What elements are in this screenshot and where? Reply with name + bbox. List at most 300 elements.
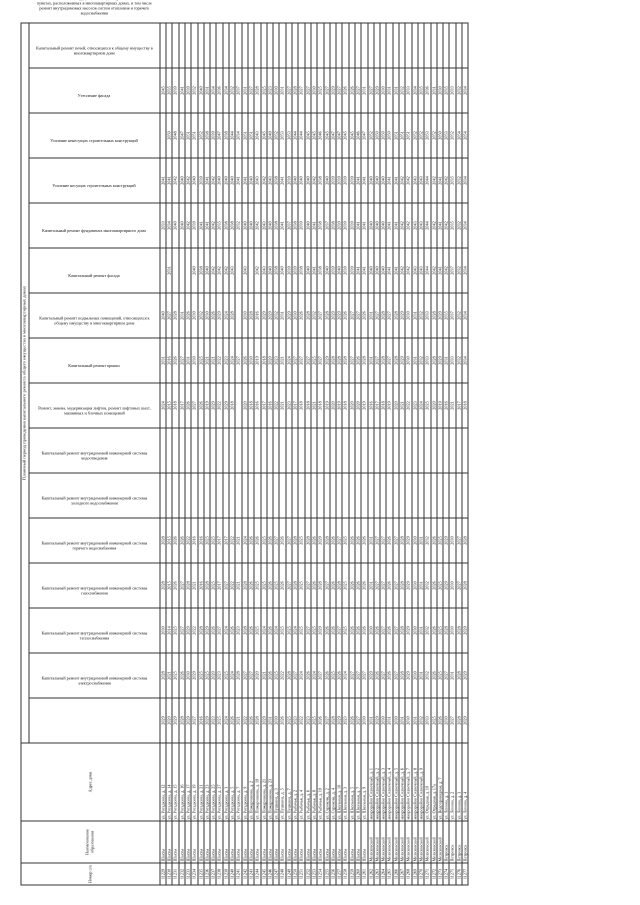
year-cell: 2027 — [191, 698, 197, 743]
year-cell: 2017 — [373, 383, 379, 428]
year-cell — [260, 473, 266, 518]
year-cell: 2054 — [462, 113, 468, 158]
year-cell: 2042 — [210, 203, 216, 248]
row-number: 11233 — [184, 863, 190, 885]
year-cell — [241, 428, 247, 473]
year-cell: 2031 — [367, 698, 373, 743]
year-cell: 2039 — [298, 203, 304, 248]
year-cell: 2028 — [304, 293, 310, 338]
year-cell: 2028 — [399, 518, 405, 563]
year-cell: 2052 — [430, 113, 436, 158]
year-cell — [336, 473, 342, 518]
year-cell: 2043 — [254, 158, 260, 203]
year-cell — [399, 473, 405, 518]
year-cell: 2031 — [178, 293, 184, 338]
year-cell: 2024 — [260, 608, 266, 653]
row-number: 11258 — [342, 863, 348, 885]
year-cell: 2022 — [298, 698, 304, 743]
row-number: 11229 — [159, 863, 165, 885]
year-cell — [323, 473, 329, 518]
year-cell — [273, 428, 279, 473]
year-cell: 2027 — [455, 518, 461, 563]
year-cell: 2026 — [348, 68, 354, 113]
year-cell: 2026 — [361, 563, 367, 608]
year-cell: 2035 — [443, 68, 449, 113]
row-number: 11247 — [273, 863, 279, 885]
year-cell: 2025 — [203, 518, 209, 563]
row-number: 11261 — [361, 863, 367, 885]
year-cell — [411, 23, 417, 68]
header-work-label: Капитальный ремонт внутридомовой инженерной системы горячего водоснабжения — [40, 540, 147, 550]
year-cell — [373, 23, 379, 68]
year-cell: 2022 — [241, 698, 247, 743]
year-cell: 2042 — [216, 248, 222, 293]
year-cell: 2028 — [317, 563, 323, 608]
year-cell — [166, 428, 172, 473]
year-cell — [159, 248, 165, 293]
year-cell: 2021 — [310, 383, 316, 428]
row-municipality: Шахты — [298, 821, 304, 863]
year-cell: 2024 — [417, 383, 423, 428]
year-cell — [216, 23, 222, 68]
year-cell — [210, 428, 216, 473]
year-cell: 2033 — [424, 338, 430, 383]
year-cell: 2024 — [222, 698, 228, 743]
year-cell: 2028 — [184, 563, 190, 608]
year-cell: 2019 — [254, 338, 260, 383]
year-cell: 2032 — [310, 293, 316, 338]
year-cell: 2025 — [436, 608, 442, 653]
year-cell: 2026 — [178, 653, 184, 698]
year-cell: 2027 — [455, 563, 461, 608]
year-cell: 2042 — [405, 158, 411, 203]
year-cell: 2025 — [342, 563, 348, 608]
table-row — [166, 23, 172, 885]
year-cell — [247, 428, 253, 473]
row-municipality: Мелиховский — [386, 821, 392, 863]
year-cell: 2023 — [411, 383, 417, 428]
year-cell: 2026 — [279, 518, 285, 563]
year-cell: 2042 — [172, 158, 178, 203]
year-cell: 2020 — [392, 383, 398, 428]
table-row — [298, 23, 304, 885]
row-number: 11270 — [417, 863, 423, 885]
header-work-label: Капитальный ремонт внутридомовой инженерной системы газоснабжения — [40, 585, 147, 595]
header-mun: Наименование образования — [21, 821, 160, 863]
year-cell: 2022 — [216, 383, 222, 428]
year-cell: 2016 — [367, 383, 373, 428]
row-municipality: Шахты — [260, 821, 266, 863]
year-cell: 2051 — [184, 113, 190, 158]
year-cell: 2025 — [172, 608, 178, 653]
year-cell — [317, 428, 323, 473]
year-cell: 2050 — [386, 113, 392, 158]
row-address: ул. Школьная, д. 9 — [361, 743, 367, 821]
header-work-label: Капитальный ремонт внутридомовой инженерной системы теплоснабжения — [40, 630, 147, 640]
year-cell: 2039 — [348, 158, 354, 203]
year-cell — [172, 248, 178, 293]
row-municipality: Шахты — [317, 821, 323, 863]
table-row — [373, 23, 379, 885]
year-cell: 2040 — [380, 158, 386, 203]
row-number: 11249 — [285, 863, 291, 885]
year-cell: 2030 — [411, 518, 417, 563]
row-municipality: Шахты — [266, 821, 272, 863]
year-cell — [241, 23, 247, 68]
year-cell — [279, 428, 285, 473]
year-cell: 2026 — [430, 563, 436, 608]
year-cell: 2041 — [203, 203, 209, 248]
year-cell: 2028 — [455, 698, 461, 743]
year-cell: 2025 — [436, 653, 442, 698]
row-municipality: Шахты — [203, 821, 209, 863]
year-cell — [405, 428, 411, 473]
year-cell: 2028 — [304, 518, 310, 563]
table-row — [417, 23, 423, 885]
table-row — [210, 23, 216, 885]
year-cell: 2030 — [191, 338, 197, 383]
year-cell: 2042 — [184, 158, 190, 203]
year-cell: 2037 — [449, 248, 455, 293]
year-cell — [336, 23, 342, 68]
year-cell — [304, 473, 310, 518]
year-cell: 2027 — [336, 68, 342, 113]
year-cell: 2039 — [210, 113, 216, 158]
year-cell: 2029 — [222, 383, 228, 428]
year-cell: 2043 — [260, 248, 266, 293]
year-cell: 2035 — [443, 293, 449, 338]
year-cell — [279, 473, 285, 518]
header-work-9 — [28, 315, 159, 383]
year-cell: 2026 — [172, 563, 178, 608]
year-cell: 2018 — [380, 383, 386, 428]
row-number: 11275 — [449, 863, 455, 885]
year-cell — [355, 428, 361, 473]
row-number: 11248 — [279, 863, 285, 885]
row-number: 11254 — [317, 863, 323, 885]
year-cell — [361, 23, 367, 68]
table-row — [172, 23, 178, 885]
year-cell: 2038 — [229, 203, 235, 248]
year-cell: 2028 — [399, 608, 405, 653]
year-cell: 2029 — [336, 698, 342, 743]
year-cell: 2016 — [266, 383, 272, 428]
year-cell: 2026 — [348, 698, 354, 743]
row-number: 11260 — [355, 863, 361, 885]
table-row — [348, 23, 354, 885]
year-cell — [310, 23, 316, 68]
year-cell — [355, 23, 361, 68]
year-cell: 2040 — [229, 158, 235, 203]
year-cell: 2026 — [355, 518, 361, 563]
year-cell — [399, 23, 405, 68]
table-row — [247, 23, 253, 885]
year-cell: 2029 — [191, 653, 197, 698]
year-cell: 2024 — [229, 338, 235, 383]
year-cell: 2028 — [462, 518, 468, 563]
year-cell: 2031 — [367, 563, 373, 608]
year-cell: 2030 — [310, 68, 316, 113]
year-cell — [178, 23, 184, 68]
year-cell: 2022 — [216, 338, 222, 383]
year-cell — [222, 428, 228, 473]
row-number: 11235 — [197, 863, 203, 885]
year-cell: 2040 — [197, 68, 203, 113]
year-cell: 2030 — [184, 653, 190, 698]
year-cell: 2045 — [304, 113, 310, 158]
row-number: 11257 — [336, 863, 342, 885]
year-cell — [329, 473, 335, 518]
year-cell: 2016 — [254, 293, 260, 338]
year-cell: 2020 — [254, 653, 260, 698]
row-address: ул. Рыбачья, д. 10 — [317, 743, 323, 821]
year-cell: 2042 — [405, 248, 411, 293]
year-cell: 2027 — [355, 293, 361, 338]
year-cell: 2029 — [323, 338, 329, 383]
row-municipality: Шахты — [355, 821, 361, 863]
year-cell — [449, 473, 455, 518]
year-cell — [367, 473, 373, 518]
table-row — [399, 23, 405, 885]
year-cell: 2025 — [222, 653, 228, 698]
year-cell: 2029 — [317, 518, 323, 563]
year-cell: 2053 — [285, 113, 291, 158]
year-cell: 2020 — [266, 338, 272, 383]
year-cell: 2026 — [355, 338, 361, 383]
year-cell — [285, 428, 291, 473]
table-row — [449, 23, 455, 885]
year-cell: 2038 — [273, 248, 279, 293]
year-cell — [191, 428, 197, 473]
year-cell: 2028 — [399, 563, 405, 608]
year-cell — [184, 248, 190, 293]
year-cell: 2027 — [336, 608, 342, 653]
year-cell: 2024 — [298, 653, 304, 698]
year-cell: 2040 — [373, 158, 379, 203]
year-cell — [310, 473, 316, 518]
header-work-15 — [28, 45, 159, 113]
year-cell — [392, 23, 398, 68]
year-cell: 2026 — [266, 608, 272, 653]
year-cell: 2027 — [373, 293, 379, 338]
row-number: 11242 — [241, 863, 247, 885]
year-cell: 2017 — [216, 518, 222, 563]
year-cell: 2038 — [273, 203, 279, 248]
year-cell: 2017 — [222, 518, 228, 563]
year-cell: 2043 — [411, 248, 417, 293]
row-number: 11264 — [380, 863, 386, 885]
header-work-label: Утепление фасада — [77, 92, 111, 98]
year-cell: 2030 — [247, 338, 253, 383]
year-cell: 2041 — [203, 158, 209, 203]
year-cell: 2027 — [247, 68, 253, 113]
header-work-label: Капитальный ремонт печей, относящихся к общему имуществу в многоквартирном доме — [35, 45, 153, 55]
year-cell — [184, 473, 190, 518]
year-cell: 2026 — [247, 518, 253, 563]
row-municipality: Мелиховский — [392, 821, 398, 863]
year-cell — [367, 23, 373, 68]
year-cell — [399, 428, 405, 473]
row-number: 11271 — [424, 863, 430, 885]
year-cell — [310, 428, 316, 473]
year-cell: 2029 — [405, 563, 411, 608]
year-cell — [386, 428, 392, 473]
row-number: 11267 — [399, 863, 405, 885]
year-cell: 2027 — [285, 563, 291, 608]
year-cell: 2035 — [449, 158, 455, 203]
year-cell — [273, 473, 279, 518]
year-cell: 2031 — [417, 518, 423, 563]
year-cell: 2023 — [304, 698, 310, 743]
year-cell: 2026 — [304, 653, 310, 698]
year-cell: 2028 — [178, 698, 184, 743]
table-row — [329, 23, 335, 885]
year-cell: 2045 — [159, 68, 165, 113]
row-address: ул. Пушкина, д. 7 — [285, 743, 291, 821]
year-cell: 2040 — [178, 158, 184, 203]
year-cell: 2025 — [436, 563, 442, 608]
year-cell: 2043 — [411, 158, 417, 203]
year-cell: 2017 — [178, 383, 184, 428]
year-cell: 2028 — [254, 68, 260, 113]
table-row — [266, 23, 272, 885]
year-cell: 2039 — [184, 68, 190, 113]
year-cell: 2042 — [443, 203, 449, 248]
year-cell: 2040 — [304, 248, 310, 293]
year-cell: 2042 — [430, 158, 436, 203]
year-cell — [348, 23, 354, 68]
year-cell: 2047 — [178, 113, 184, 158]
table-row — [254, 23, 260, 885]
year-cell: 2041 — [279, 203, 285, 248]
year-cell: 2031 — [367, 338, 373, 383]
year-cell: 2028 — [380, 338, 386, 383]
year-cell: 2026 — [386, 563, 392, 608]
year-cell: 2027 — [392, 518, 398, 563]
row-address: ул. Сурикова, д. 4 — [329, 743, 335, 821]
row-address: ул. Ленина, д. 2 — [449, 743, 455, 821]
year-cell: 2024 — [241, 518, 247, 563]
year-cell: 2018 — [317, 383, 323, 428]
header-work-label: Усиление несущих строительных конструкций — [52, 182, 136, 188]
year-cell: 2029 — [203, 698, 209, 743]
year-cell: 2034 — [411, 68, 417, 113]
year-cell: 2027 — [285, 518, 291, 563]
year-cell: 2029 — [367, 653, 373, 698]
year-cell: 2026 — [178, 518, 184, 563]
year-cell: 2031 — [386, 68, 392, 113]
year-cell: 2021 — [449, 383, 455, 428]
row-municipality: Шахты — [310, 821, 316, 863]
year-cell: 2029 — [373, 68, 379, 113]
year-cell: 2047 — [329, 113, 335, 158]
year-cell: 2024 — [342, 653, 348, 698]
year-cell: 2029 — [210, 383, 216, 428]
year-cell: 2026 — [279, 563, 285, 608]
year-cell: 2042 — [399, 248, 405, 293]
year-cell — [355, 473, 361, 518]
row-address: ул. Школьная, д. 3 — [342, 743, 348, 821]
year-cell — [235, 23, 241, 68]
year-cell: 2038 — [197, 248, 203, 293]
year-cell: 2039 — [285, 158, 291, 203]
year-cell: 2037 — [323, 203, 329, 248]
year-cell — [417, 473, 423, 518]
year-cell — [216, 473, 222, 518]
row-municipality: Шахты — [361, 821, 367, 863]
year-cell — [260, 428, 266, 473]
year-cell: 2026 — [342, 68, 348, 113]
year-cell: 2023 — [216, 653, 222, 698]
year-cell: 2030 — [411, 653, 417, 698]
year-cell: 2050 — [436, 113, 442, 158]
table-row — [310, 23, 316, 885]
row-municipality: Шахты — [166, 821, 172, 863]
table-row — [304, 23, 310, 885]
year-cell: 2030 — [405, 338, 411, 383]
year-cell: 2032 — [417, 293, 423, 338]
year-cell — [216, 428, 222, 473]
row-number: 11243 — [247, 863, 253, 885]
year-cell — [443, 473, 449, 518]
year-cell: 2028 — [285, 653, 291, 698]
year-cell: 2043 — [411, 203, 417, 248]
year-cell: 2041 — [235, 158, 241, 203]
row-municipality: Мелиховский — [417, 821, 423, 863]
year-cell: 2053 — [443, 113, 449, 158]
year-cell: 2033 — [405, 68, 411, 113]
year-cell: 2039 — [342, 158, 348, 203]
table-row — [380, 23, 386, 885]
year-cell — [380, 428, 386, 473]
year-cell: 2026 — [247, 563, 253, 608]
row-number: 11259 — [348, 863, 354, 885]
year-cell — [292, 428, 298, 473]
year-cell: 2023 — [285, 383, 291, 428]
year-cell: 2040 — [191, 248, 197, 293]
year-cell — [430, 428, 436, 473]
year-cell: 2026 — [361, 518, 367, 563]
row-address: ул. Рогадкина, д. 14 — [166, 743, 172, 821]
row-municipality: Шахты — [172, 821, 178, 863]
year-cell: 2028 — [399, 653, 405, 698]
year-cell: 2025 — [285, 698, 291, 743]
year-cell: 2026 — [329, 563, 335, 608]
year-cell: 2030 — [436, 68, 442, 113]
year-cell: 2018 — [304, 383, 310, 428]
row-number: 11237 — [210, 863, 216, 885]
year-cell: 2027 — [380, 653, 386, 698]
year-cell: 2016 — [254, 383, 260, 428]
year-cell — [298, 473, 304, 518]
year-cell — [424, 428, 430, 473]
year-cell: 2028 — [361, 338, 367, 383]
year-cell — [197, 473, 203, 518]
year-cell: 2041 — [361, 203, 367, 248]
header-group-title: Плановый период проведения капитального ремонта общего имущества в многоквартирных домах — [21, 23, 29, 743]
year-cell: 2028 — [254, 698, 260, 743]
year-cell: 2032 — [455, 338, 461, 383]
year-cell: 2020 — [329, 383, 335, 428]
header-work-label: Капитальный ремонт внутридомовой инженерной системы электроснабжения — [40, 675, 147, 685]
year-cell: 2025 — [436, 518, 442, 563]
year-cell: 2040 — [323, 248, 329, 293]
year-cell: 2040 — [203, 248, 209, 293]
table-row — [260, 23, 266, 885]
row-municipality: Шахты — [273, 821, 279, 863]
year-cell — [436, 473, 442, 518]
year-cell: 2019 — [203, 383, 209, 428]
